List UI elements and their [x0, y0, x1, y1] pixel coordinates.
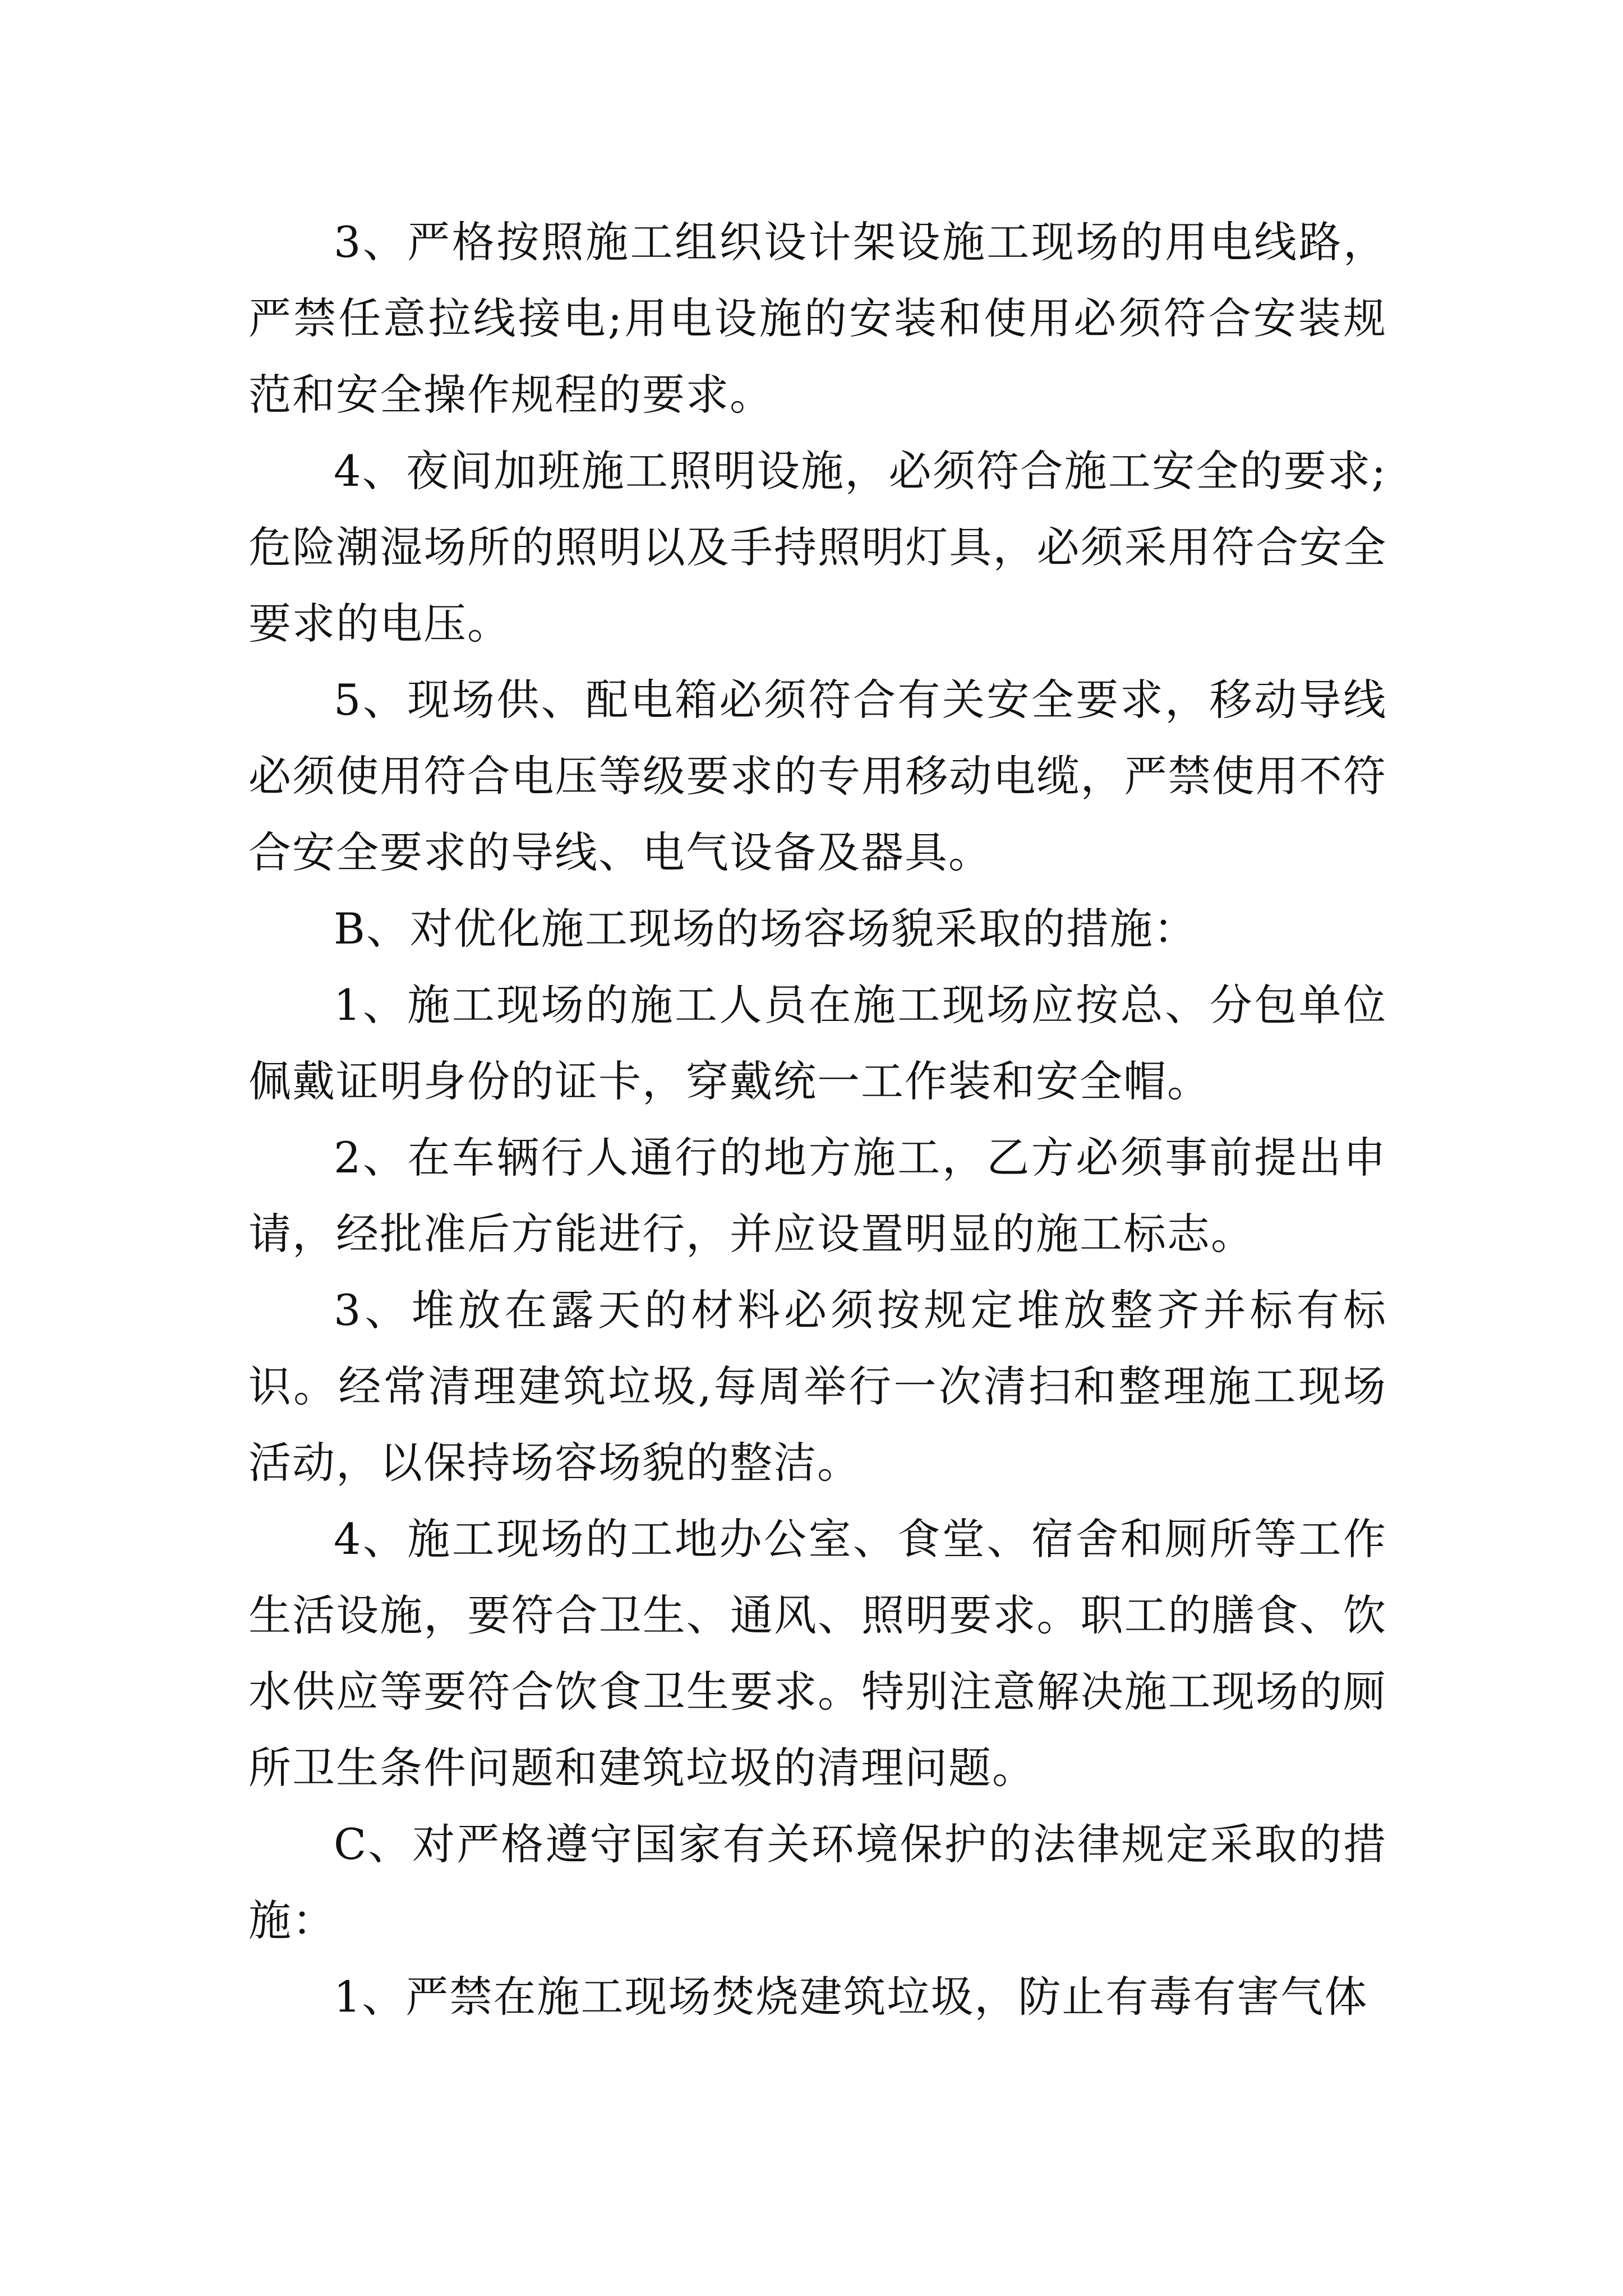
paragraph-id-cards: 1、施工现场的施工人员在施工现场应按总、分包单位佩戴证明身份的证卡，穿戴统一工作装和安全帽。: [248, 980, 1387, 1106]
paragraph-distribution-box: 5、现场供、配电箱必须符合有关安全要求，移动导线必须使用符合电压等级要求的专用移动电缆，严禁使用不符合安全要求的导线、电气设备及器具。: [248, 675, 1387, 877]
section-heading-b: B、对优化施工现场的场容场貌采取的措施：: [334, 904, 1197, 954]
section-heading-c: C、对严格遵守国家有关环境保护的法律规定采取的措施：: [248, 1819, 1387, 1945]
document-body: [248, 204, 1387, 2035]
paragraph-no-burning: 1、严禁在施工现场焚烧建筑垃圾，防止有毒有害气体: [334, 1972, 1368, 2022]
paragraph-traffic-signs: 2、在车辆行人通行的地方施工，乙方必须事前提出申请，经批准后方能进行，并应设置明显的施工标志。: [248, 1133, 1387, 1259]
paragraph-living-facilities: 4、施工现场的工地办公室、食堂、宿舍和厕所等工作生活设施，要符合卫生、通风、照明要求。职工的膳食、饮水供应等要符合饮食卫生要求。特别注意解决施工现场的厕所卫生条件问题和建筑垃圾的清理问题。: [248, 1514, 1387, 1793]
paragraph-electric-lines: 3、严格按照施工组织设计架设施工现场的用电线路，严禁任意拉线接电;用电设施的安装和使用必须符合安装规范和安全操作规程的要求。: [248, 217, 1387, 420]
paragraph-night-lighting: 4、夜间加班施工照明设施，必须符合施工安全的要求;危险潮湿场所的照明以及手持照明灯具，必须采用符合安全要求的电压。: [248, 446, 1387, 648]
paragraph-material-stacking: 3、堆放在露天的材料必须按规定堆放整齐并标有标识。经常清理建筑垃圾,每周举行一次清扫和整理施工现场活动，以保持场容场貌的整洁。: [248, 1285, 1387, 1488]
